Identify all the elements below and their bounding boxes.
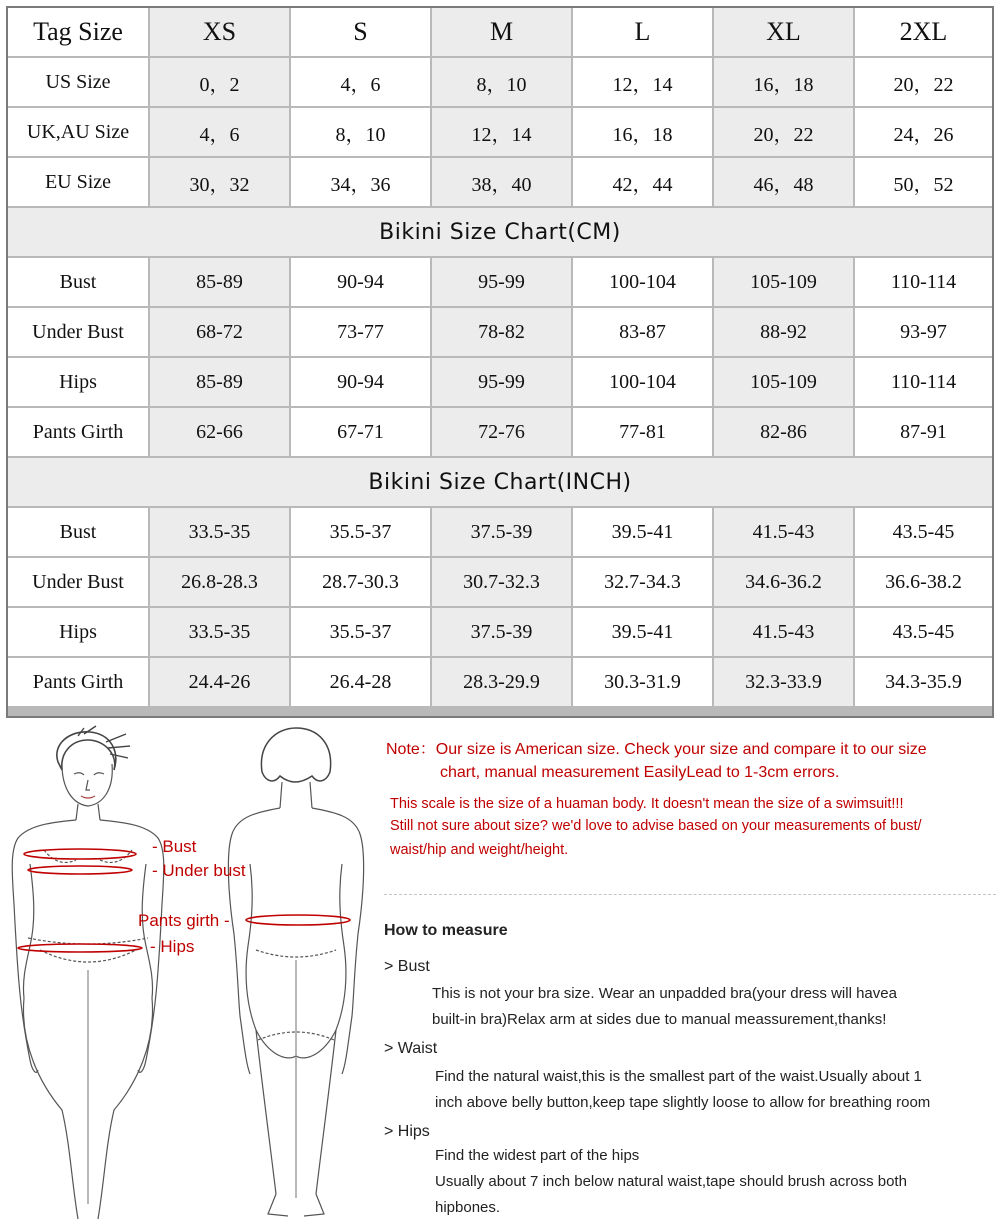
size-cell: 90-94 bbox=[291, 258, 430, 306]
waist-text-2: inch above belly button,keep tape slightly loose to allow for breathing room bbox=[435, 1094, 931, 1111]
size-cell: 24，26 bbox=[855, 108, 992, 156]
size-cell: 30.7-32.3 bbox=[432, 558, 571, 606]
cm-chart-section bbox=[8, 208, 992, 256]
size-cell: 95-99 bbox=[432, 358, 571, 406]
size-cell: 95-99 bbox=[432, 258, 571, 306]
front-body-icon bbox=[12, 726, 164, 1219]
size-cell: 32.7-34.3 bbox=[573, 558, 712, 606]
row-label: Under Bust bbox=[8, 308, 148, 356]
size-cell: 36.6-38.2 bbox=[855, 558, 992, 606]
conversion-row bbox=[8, 58, 992, 106]
size-cell: 42，44 bbox=[573, 158, 712, 206]
inch-row bbox=[8, 658, 992, 706]
size-cell: 72-76 bbox=[432, 408, 571, 456]
size-cell: 37.5-39 bbox=[432, 508, 571, 556]
body-measurement-figure bbox=[0, 724, 380, 1229]
bust-text-2: built-in bra)Relax arm at sides due to manual meassurement,thanks! bbox=[432, 1011, 887, 1028]
size-cell: 32.3-33.9 bbox=[714, 658, 853, 706]
under-bust-label: - Under bust bbox=[152, 861, 246, 880]
how-to-measure-title: How to measure bbox=[384, 922, 508, 939]
inch-row bbox=[8, 558, 992, 606]
size-cell: 78-82 bbox=[432, 308, 571, 356]
row-label: UK,AU Size bbox=[8, 108, 148, 156]
size-cell: 34.3-35.9 bbox=[855, 658, 992, 706]
size-cell: 16，18 bbox=[573, 108, 712, 156]
header-row bbox=[8, 8, 992, 56]
note-line-2: chart, manual measurement EasilyLead to 1-3cm errors. bbox=[440, 764, 840, 781]
size-cell: 12，14 bbox=[573, 58, 712, 106]
size-cell: 41.5-43 bbox=[714, 608, 853, 656]
size-cell: 62-66 bbox=[150, 408, 289, 456]
row-label: US Size bbox=[8, 58, 148, 106]
size-cell: 82-86 bbox=[714, 408, 853, 456]
inch-chart-section bbox=[8, 458, 992, 506]
size-cell: 35.5-37 bbox=[291, 608, 430, 656]
hips-text-1: Find the widest part of the hips bbox=[435, 1147, 640, 1164]
row-label: Bust bbox=[8, 508, 148, 556]
cm-row bbox=[8, 258, 992, 306]
note-line-1: Note：Our size is American size. Check your size and compare it to our size bbox=[386, 741, 927, 758]
size-cell: 4，6 bbox=[291, 58, 430, 106]
size-cell: 100-104 bbox=[573, 358, 712, 406]
note-line-3: This scale is the size of a huaman body. It doesn't mean the size of a swimsuit!!! bbox=[390, 796, 904, 812]
hips-tape bbox=[18, 944, 142, 952]
size-cell: 26.4-28 bbox=[291, 658, 430, 706]
size-cell: 20，22 bbox=[855, 58, 992, 106]
cm-row bbox=[8, 408, 992, 456]
size-cell: 43.5-45 bbox=[855, 508, 992, 556]
size-cell: 43.5-45 bbox=[855, 608, 992, 656]
row-label: Pants Girth bbox=[8, 658, 148, 706]
cm-row bbox=[8, 358, 992, 406]
size-cell: 35.5-37 bbox=[291, 508, 430, 556]
tag-size-header: Tag Size bbox=[8, 8, 148, 56]
bust-heading: > Bust bbox=[384, 958, 430, 975]
row-label: Bust bbox=[8, 258, 148, 306]
hips-label: - Hips bbox=[150, 937, 195, 956]
bust-text-1: This is not your bra size. Wear an unpadded bra(your dress will havea bbox=[432, 985, 897, 1002]
size-header: XL bbox=[714, 8, 853, 56]
inch-row bbox=[8, 608, 992, 656]
note-line-5: waist/hip and weight/height. bbox=[390, 842, 569, 858]
size-cell: 90-94 bbox=[291, 358, 430, 406]
size-cell: 4，6 bbox=[150, 108, 289, 156]
size-cell: 37.5-39 bbox=[432, 608, 571, 656]
size-cell: 73-77 bbox=[291, 308, 430, 356]
size-cell: 87-91 bbox=[855, 408, 992, 456]
size-cell: 67-71 bbox=[291, 408, 430, 456]
size-cell: 28.3-29.9 bbox=[432, 658, 571, 706]
hips-text-3: hipbones. bbox=[435, 1199, 501, 1216]
row-label: Hips bbox=[8, 358, 148, 406]
waist-text-1: Find the natural waist,this is the smallest part of the waist.Usually about 1 bbox=[435, 1068, 922, 1085]
note-line-4: Still not sure about size? we'd love to advise based on your measurements of bust/ bbox=[390, 818, 922, 834]
size-cell: 34，36 bbox=[291, 158, 430, 206]
size-cell: 38，40 bbox=[432, 158, 571, 206]
size-cell: 46，48 bbox=[714, 158, 853, 206]
size-cell: 68-72 bbox=[150, 308, 289, 356]
size-cell: 110-114 bbox=[855, 258, 992, 306]
size-cell: 33.5-35 bbox=[150, 508, 289, 556]
size-cell: 105-109 bbox=[714, 358, 853, 406]
bust-label: - Bust bbox=[152, 837, 197, 856]
size-cell: 83-87 bbox=[573, 308, 712, 356]
row-label: EU Size bbox=[8, 158, 148, 206]
inch-row bbox=[8, 508, 992, 556]
size-cell: 20，22 bbox=[714, 108, 853, 156]
size-cell: 24.4-26 bbox=[150, 658, 289, 706]
size-cell: 28.7-30.3 bbox=[291, 558, 430, 606]
size-cell: 30.3-31.9 bbox=[573, 658, 712, 706]
size-header: S bbox=[291, 8, 430, 56]
size-cell: 105-109 bbox=[714, 258, 853, 306]
size-cell: 0，2 bbox=[150, 58, 289, 106]
hips-heading: > Hips bbox=[384, 1123, 430, 1140]
size-cell: 85-89 bbox=[150, 358, 289, 406]
cm-row bbox=[8, 308, 992, 356]
under-bust-tape bbox=[28, 866, 132, 874]
size-cell: 77-81 bbox=[573, 408, 712, 456]
size-cell: 50，52 bbox=[855, 158, 992, 206]
row-label: Hips bbox=[8, 608, 148, 656]
size-cell: 8，10 bbox=[291, 108, 430, 156]
size-cell: 39.5-41 bbox=[573, 508, 712, 556]
size-header: L bbox=[573, 8, 712, 56]
size-cell: 41.5-43 bbox=[714, 508, 853, 556]
size-cell: 100-104 bbox=[573, 258, 712, 306]
back-body-icon bbox=[228, 728, 363, 1216]
conversion-row bbox=[8, 158, 992, 206]
size-cell: 110-114 bbox=[855, 358, 992, 406]
size-cell: 26.8-28.3 bbox=[150, 558, 289, 606]
cm-chart-section-title: Bikini Size Chart(CM) bbox=[8, 208, 992, 256]
size-cell: 30，32 bbox=[150, 158, 289, 206]
size-header: M bbox=[432, 8, 571, 56]
size-header: 2XL bbox=[855, 8, 992, 56]
size-cell: 88-92 bbox=[714, 308, 853, 356]
conversion-row bbox=[8, 108, 992, 156]
size-cell: 34.6-36.2 bbox=[714, 558, 853, 606]
inch-chart-section-title: Bikini Size Chart(INCH) bbox=[8, 458, 992, 506]
size-cell: 39.5-41 bbox=[573, 608, 712, 656]
size-cell: 85-89 bbox=[150, 258, 289, 306]
hips-text-2: Usually about 7 inch below natural waist,tape should brush across both bbox=[435, 1173, 907, 1190]
size-header: XS bbox=[150, 8, 289, 56]
row-label: Under Bust bbox=[8, 558, 148, 606]
row-label: Pants Girth bbox=[8, 408, 148, 456]
size-cell: 16，18 bbox=[714, 58, 853, 106]
pants-girth-label: Pants girth - bbox=[138, 911, 230, 930]
waist-heading: > Waist bbox=[384, 1040, 438, 1057]
size-cell: 12，14 bbox=[432, 108, 571, 156]
size-table bbox=[6, 6, 994, 718]
section-divider bbox=[384, 894, 996, 895]
pants-girth-tape bbox=[246, 915, 350, 925]
size-cell: 33.5-35 bbox=[150, 608, 289, 656]
bust-tape bbox=[24, 849, 136, 859]
size-cell: 8，10 bbox=[432, 58, 571, 106]
size-cell: 93-97 bbox=[855, 308, 992, 356]
